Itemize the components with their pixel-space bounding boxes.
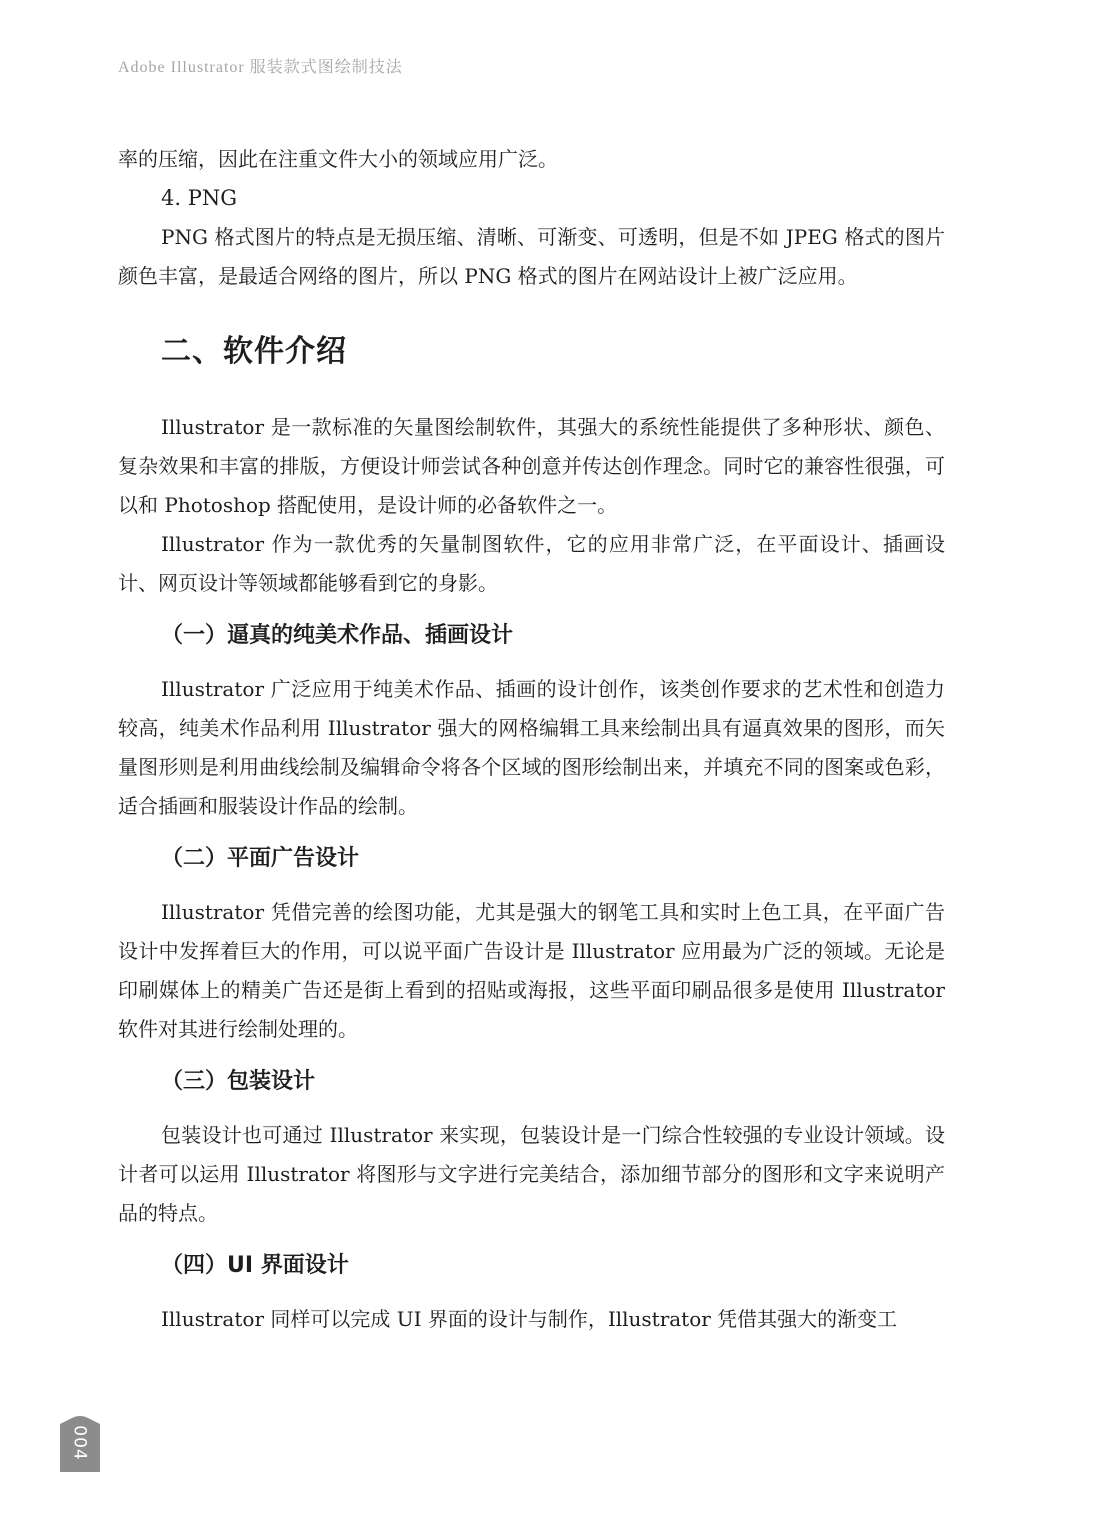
subsection-title-1: （一）逼真的纯美术作品、插画设计 (161, 623, 514, 648)
subsection-paragraph-3: 包装设计也可通过 Illustrator 来实现，包装设计是一门综合性较强的专业设计领域。设计者可以运用 Illustrator 将图形与文字进行完美结合，添加细节部分的图形和文字来说明产品的特点。 (118, 1123, 945, 1225)
subsection-title-4: （四）UI 界面设计 (161, 1253, 349, 1278)
page-number: 004 (69, 1425, 90, 1461)
png-paragraph: PNG 格式图片的特点是无损压缩、清晰、可渐变、可透明，但是不如 JPEG 格式的图片颜色丰富，是最适合网络的图片，所以 PNG 格式的图片在网站设计上被广泛应用。 (118, 225, 945, 288)
continuation-paragraph: 率的压缩，因此在注重文件大小的领域应用广泛。 (118, 147, 558, 171)
intro-paragraph-1: Illustrator 是一款标准的矢量图绘制软件，其强大的系统性能提供了多种形状、颜色、复杂效果和丰富的排版，方便设计师尝试各种创意并传达创作理念。同时它的兼容性很强，可以和 Photoshop 搭配使用，是设计师的必备软件之一。 (118, 415, 945, 517)
intro-paragraph-2: Illustrator 作为一款优秀的矢量制图软件，它的应用非常广泛，在平面设计、插画设计、网页设计等领域都能够看到它的身影。 (118, 532, 945, 595)
running-header: Adobe Illustrator 服装款式图绘制技法 (118, 59, 403, 76)
subsection-title-3: （三）包装设计 (161, 1069, 316, 1094)
subsection-paragraph-1: Illustrator 广泛应用于纯美术作品、插画的设计创作，该类创作要求的艺术性和创造力较高，纯美术作品利用 Illustrator 强大的网格编辑工具来绘制出具有逼真效果的图形，而矢量图形则是利用曲线绘制及编辑命令将各个区域的图形绘制出来，并填充不同的图案或色彩，适合插画和服装设计作品的绘制。 (118, 677, 945, 818)
page-number-tab (60, 1414, 100, 1472)
page-content (118, 140, 945, 1339)
section-title: 二、软件介绍 (161, 334, 347, 369)
png-heading: 4. PNG (161, 186, 237, 210)
subsection-paragraph-4: Illustrator 同样可以完成 UI 界面的设计与制作，Illustrator 凭借其强大的渐变工 (161, 1307, 898, 1331)
subsection-title-2: （二）平面广告设计 (161, 846, 360, 871)
subsection-paragraph-2: Illustrator 凭借完善的绘图功能，尤其是强大的钢笔工具和实时上色工具，在平面广告设计中发挥着巨大的作用，可以说平面广告设计是 Illustrator 应用最为广泛的领域。无论是印刷媒体上的精美广告还是街上看到的招贴或海报，这些平面印刷品很多是使用 Illustrator 软件对其进行绘制处理的。 (118, 900, 945, 1041)
